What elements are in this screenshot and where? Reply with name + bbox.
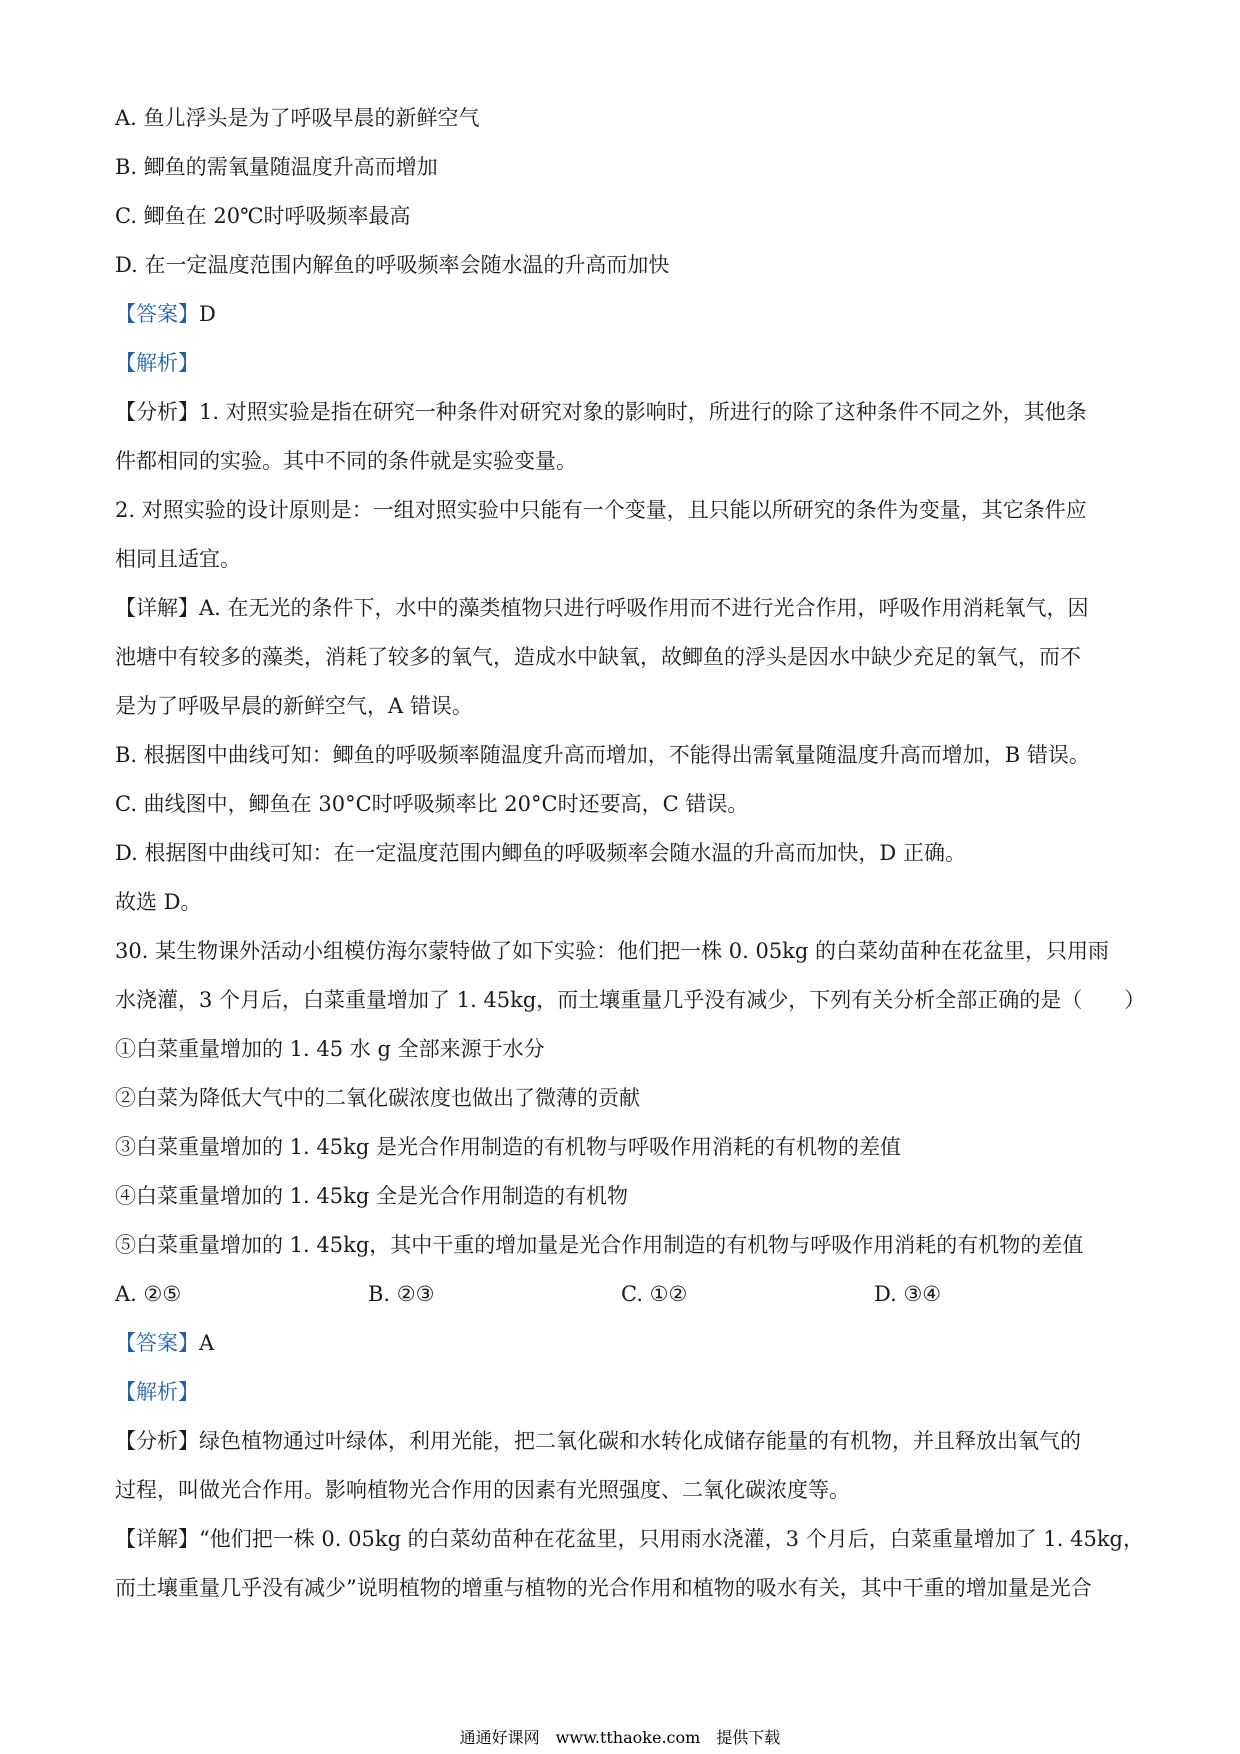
q30-option-b: B. ②③ [368,1282,435,1306]
q30-analysis-tag: 【解析】 [115,1380,199,1404]
q30-fenxi-line1: 【分析】绿色植物通过叶绿体，利用光能，把二氧化碳和水转化成储存能量的有机物，并且释放出氧气的 [115,1429,1081,1453]
q29-conclusion: 故选 D。 [115,890,202,914]
q29-analysis-tag: 【解析】 [115,351,199,375]
q29-xiangjie-line5: C. 曲线图中，鲫鱼在 30°C时呼吸频率比 20°C时还要高，C 错误。 [115,792,749,816]
q29-fenxi-line3: 2. 对照实验的设计原则是：一组对照实验中只能有一个变量，且只能以所研究的条件为变量，其它条件应 [115,498,1087,522]
q29-xiangjie-line2: 池塘中有较多的藻类，消耗了较多的氧气，造成水中缺氧，故鲫鱼的浮头是因水中缺少充足的氧气，而不 [115,645,1081,669]
q29-fenxi-line2: 件都相同的实验。其中不同的条件就是实验变量。 [115,449,577,473]
q30-statement-3: ③白菜重量增加的 1. 45kg 是光合作用制造的有机物与呼吸作用消耗的有机物的差值 [115,1135,901,1159]
q30-statement-2: ②白菜为降低大气中的二氧化碳浓度也做出了微薄的贡献 [115,1086,640,1110]
q29-fenxi-line4: 相同且适宜。 [115,547,241,571]
answer-value: D [199,302,216,326]
q30-statement-4: ④白菜重量增加的 1. 45kg 全是光合作用制造的有机物 [115,1184,628,1208]
q29-option-d: D. 在一定温度范围内解鱼的呼吸频率会随水温的升高而加快 [115,253,670,277]
page-footer: 通通好课网 www.tthaoke.com 提供下载 [459,1728,781,1747]
q29-option-b: B. 鲫鱼的需氧量随温度升高而增加 [115,155,438,179]
q30-stem-line1: 30. 某生物课外活动小组模仿海尔蒙特做了如下实验：他们把一株 0. 05kg 的白菜幼苗种在花盆里，只用雨 [115,939,1110,963]
q30-stem-line2: 水浇灌，3 个月后，白菜重量增加了 1. 45kg，而土壤重量几乎没有减少，下列有关分析全部正确的是（ ） [115,988,1146,1012]
q30-statement-5: ⑤白菜重量增加的 1. 45kg，其中干重的增加量是光合作用制造的有机物与呼吸作用消耗的有机物的差值 [115,1233,1084,1257]
answer-tag: 【答案】 [115,302,199,326]
q30-xiangjie-line2: 而土壤重量几乎没有减少”说明植物的增重与植物的光合作用和植物的吸水有关，其中干重的增加量是光合 [115,1576,1092,1600]
q29-xiangjie-line4: B. 根据图中曲线可知：鲫鱼的呼吸频率随温度升高而增加，不能得出需氧量随温度升高而增加，B 错误。 [115,743,1090,767]
q29-answer [115,299,1145,329]
q30-option-a: A. ②⑤ [115,1282,182,1306]
q30-option-d: D. ③④ [874,1282,942,1306]
q29-option-a: A. 鱼儿浮头是为了呼吸早晨的新鲜空气 [115,106,480,130]
q29-xiangjie-line6: D. 根据图中曲线可知：在一定温度范围内鲫鱼的呼吸频率会随水温的升高而加快，D 正确。 [115,841,966,865]
q30-option-c: C. ①② [621,1282,688,1306]
answer-tag: 【答案】 [115,1331,199,1355]
q30-xiangjie-line1: 【详解】“他们把一株 0. 05kg 的白菜幼苗种在花盆里，只用雨水浇灌，3 个月后，白菜重量增加了 1. 45kg， [115,1527,1144,1551]
q29-xiangjie-line1: 【详解】A. 在无光的条件下，水中的藻类植物只进行呼吸作用而不进行光合作用，呼吸作用消耗氧气，因 [115,596,1089,620]
q29-fenxi-line1: 【分析】1. 对照实验是指在研究一种条件对研究对象的影响时，所进行的除了这种条件不同之外，其他条 [115,400,1087,424]
answer-value: A [199,1331,215,1355]
q30-fenxi-line2: 过程，叫做光合作用。影响植物光合作用的因素有光照强度、二氧化碳浓度等。 [115,1478,850,1502]
q29-xiangjie-line3: 是为了呼吸早晨的新鲜空气，A 错误。 [115,694,473,718]
q30-options [115,1279,1145,1309]
q30-answer [115,1328,1145,1358]
q30-statement-1: ①白菜重量增加的 1. 45 水 g 全部来源于水分 [115,1037,545,1061]
q29-option-c: C. 鲫鱼在 20℃时呼吸频率最高 [115,204,411,228]
